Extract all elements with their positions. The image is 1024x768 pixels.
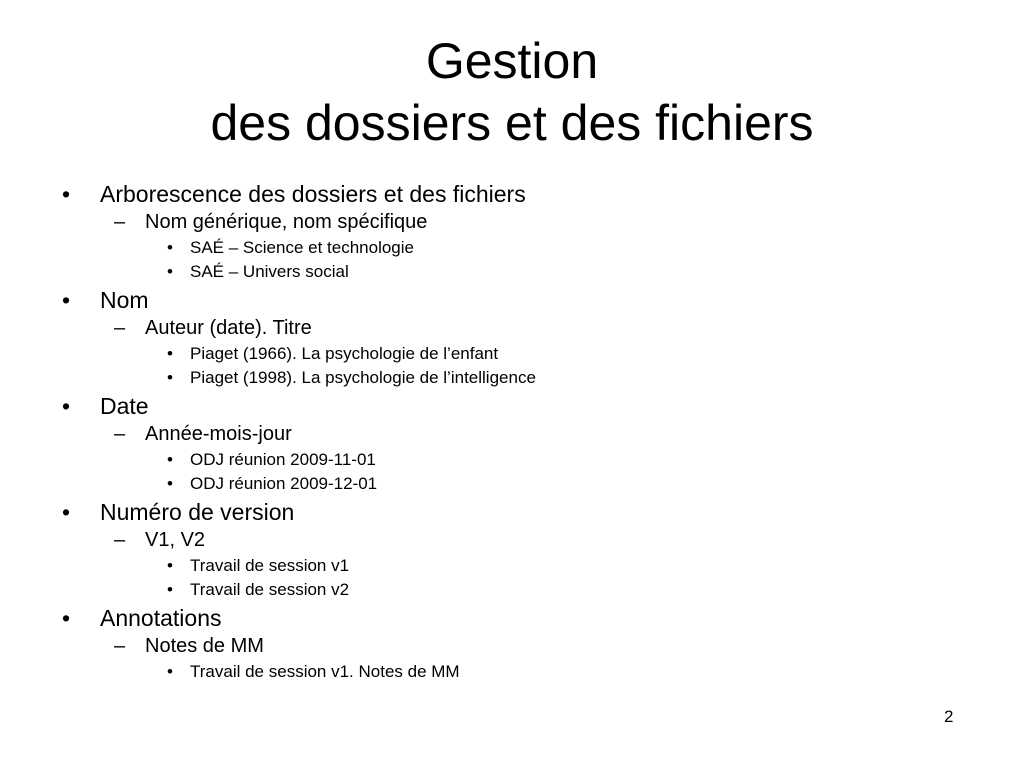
sub-sub-item bbox=[167, 474, 378, 494]
bullet-icon: • bbox=[167, 368, 173, 387]
sub-sub-item-text: ODJ réunion 2009-12-01 bbox=[190, 474, 378, 493]
sub-sub-item bbox=[167, 368, 536, 388]
sub-sub-item bbox=[167, 662, 460, 682]
sub-item bbox=[114, 634, 264, 658]
sub-item bbox=[114, 210, 428, 234]
bullet-icon: • bbox=[62, 499, 71, 525]
sub-item bbox=[114, 528, 206, 552]
bullet-text: Annotations bbox=[100, 605, 222, 631]
bullet-icon: • bbox=[167, 474, 173, 493]
sub-sub-item bbox=[167, 344, 499, 364]
sub-item bbox=[114, 316, 312, 340]
title-line-2: des dossiers et des fichiers bbox=[210, 95, 814, 151]
bullet-text: Date bbox=[100, 393, 149, 419]
title-line-1: Gestion bbox=[425, 33, 599, 89]
bullet-icon: • bbox=[62, 287, 71, 313]
bullet-text: Nom bbox=[100, 287, 149, 313]
bullet-icon: • bbox=[62, 605, 71, 631]
bullet-icon: • bbox=[62, 393, 71, 419]
dash-icon: – bbox=[114, 317, 126, 339]
sub-sub-item-text: Travail de session v2 bbox=[190, 580, 350, 599]
bullet-item bbox=[62, 499, 295, 525]
sub-item-text: Nom générique, nom spécifique bbox=[145, 211, 428, 233]
sub-item-text: Auteur (date). Titre bbox=[145, 317, 312, 339]
sub-item-text: Notes de MM bbox=[145, 635, 264, 657]
slide-title bbox=[0, 30, 1024, 154]
sub-sub-item bbox=[167, 580, 350, 600]
bullet-item bbox=[62, 181, 526, 207]
sub-sub-item-text: Travail de session v1 bbox=[190, 556, 350, 575]
sub-sub-item-text: Piaget (1998). La psychologie de l’intelligence bbox=[190, 368, 536, 387]
sub-sub-item-text: SAÉ – Univers social bbox=[190, 262, 349, 281]
bullet-icon: • bbox=[167, 450, 173, 469]
sub-item bbox=[114, 422, 292, 446]
dash-icon: – bbox=[114, 423, 126, 445]
bullet-icon: • bbox=[167, 662, 173, 681]
bullet-icon: • bbox=[167, 238, 173, 257]
page-number: 2 bbox=[944, 707, 954, 726]
bullet-icon: • bbox=[167, 556, 173, 575]
dash-icon: – bbox=[114, 635, 126, 657]
bullet-icon: • bbox=[167, 344, 173, 363]
sub-sub-item bbox=[167, 262, 349, 282]
sub-sub-item bbox=[167, 450, 376, 470]
bullet-item bbox=[62, 287, 149, 313]
bullet-item bbox=[62, 393, 149, 419]
bullet-icon: • bbox=[167, 580, 173, 599]
bullet-icon: • bbox=[62, 181, 71, 207]
dash-icon: – bbox=[114, 529, 126, 551]
sub-sub-item-text: ODJ réunion 2009-11-01 bbox=[190, 450, 376, 469]
sub-sub-item-text: Piaget (1966). La psychologie de l’enfant bbox=[190, 344, 499, 363]
bullet-icon: • bbox=[167, 262, 173, 281]
bullet-item bbox=[62, 605, 222, 631]
sub-sub-item-text: SAÉ – Science et technologie bbox=[190, 238, 414, 257]
sub-item-text: V1, V2 bbox=[145, 529, 206, 551]
bullet-text: Numéro de version bbox=[100, 499, 295, 525]
dash-icon: – bbox=[114, 211, 126, 233]
sub-sub-item-text: Travail de session v1. Notes de MM bbox=[190, 662, 460, 681]
sub-item-text: Année-mois-jour bbox=[145, 423, 292, 445]
bullet-text: Arborescence des dossiers et des fichiers bbox=[100, 181, 526, 207]
sub-sub-item bbox=[167, 238, 414, 258]
sub-sub-item bbox=[167, 556, 350, 576]
